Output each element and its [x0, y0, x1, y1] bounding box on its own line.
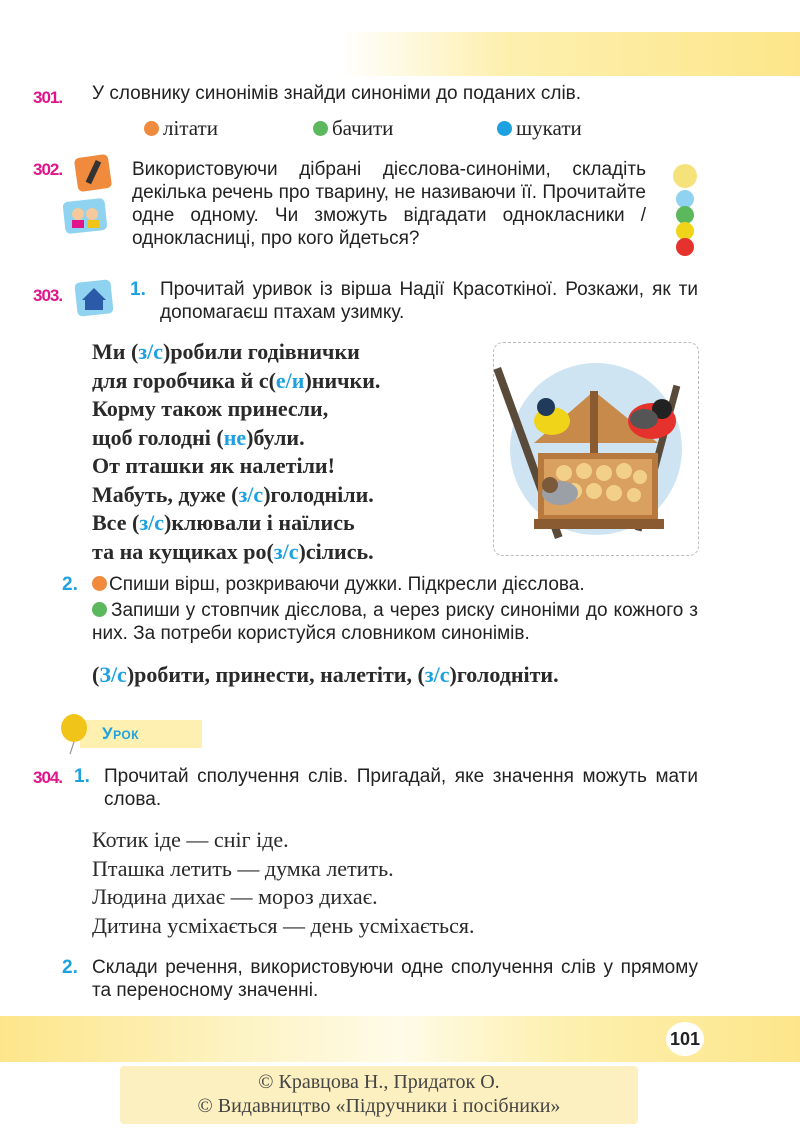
phrase-line: Пташка летить — думка летить. — [92, 855, 394, 881]
lesson-label: Урок — [102, 724, 140, 743]
lesson-banner — [80, 720, 202, 748]
illustration-frame — [493, 342, 699, 556]
exercise-303-step2-number: 2. — [62, 574, 78, 595]
green-dot-icon — [92, 602, 107, 617]
pencil-task-icon — [70, 154, 114, 194]
word-item-see: бачити — [313, 116, 393, 141]
exercise-303-number: 303. — [33, 286, 63, 305]
bird-feeder-illustration — [494, 343, 698, 555]
exercise-304-step2-text: Склади речення, використовуючи одне сполучення слів у прямому та переносному значенні. — [92, 957, 698, 1001]
exercise-304-step1-number: 1. — [74, 766, 90, 787]
phrase-line: Котик іде — сніг іде. — [92, 827, 289, 852]
orange-dot-icon — [144, 121, 159, 136]
exercise-304-number: 304. — [33, 768, 63, 787]
exercise-304-step1-text: Прочитай сполучення слів. Пригадай, яке значення можуть мати слова. — [104, 766, 698, 810]
exercise-304-step2-number: 2. — [62, 957, 78, 978]
orange-dot-icon — [92, 576, 107, 591]
poem-line: Корму також принесли, — [92, 396, 329, 421]
verbs-list: (З/с)робити, принести, налетіти, (з/с)голодніти. — [92, 662, 559, 687]
poem-line: Ми (з/с)робили годівнички — [92, 339, 360, 364]
copyright-publisher: © Видавництво «Підручники і посібники» — [197, 1095, 561, 1117]
poem-line: От пташки як налетіли! — [92, 453, 335, 478]
word-item-fly: літати — [144, 116, 218, 141]
poem-line: Мабуть, дуже (з/с)голодніли. — [92, 481, 374, 507]
poem-line: та на кущиках ро(з/с)сілись. — [92, 538, 374, 564]
poem — [92, 338, 380, 566]
phrase-line: Дитина усміхається — день усміхається. — [92, 912, 475, 938]
phrases-list — [92, 826, 474, 940]
caterpillar-icon — [673, 160, 699, 260]
exercise-302-number: 302. — [33, 160, 63, 179]
copyright-authors: © Кравцова Н., Придаток О. — [258, 1071, 500, 1093]
exercise-301-number: 301. — [33, 88, 63, 107]
poem-line: для горобчика й с(е/и)нички. — [92, 367, 381, 393]
balloon-icon — [56, 712, 92, 756]
blue-dot-icon — [497, 121, 512, 136]
exercise-303-step1-text: Прочитай уривок із вірша Надії Красоткіної. Розкажи, як ти допомагаєш птахам узимку. — [160, 279, 698, 323]
header-band — [340, 32, 800, 76]
exercise-303-step2-line2: Запиши у стовпчик дієслова, а через риску синоніми до кожного з них. За потреби користуйся словником синонімів. — [92, 600, 698, 644]
page-number: 101 — [666, 1022, 704, 1056]
exercise-302-text: Використовуючи дібрані дієслова-синоніми, складіть декілька речень про тварину, не називаючи її. Прочитайте одне одному. Чи зможуть відгадати однокласники / однокласниці, про кого йдеться? — [132, 159, 646, 249]
copyright-box — [120, 1066, 638, 1124]
house-task-icon — [72, 278, 116, 318]
green-dot-icon — [313, 121, 328, 136]
pair-work-icon — [60, 196, 110, 238]
poem-line: щоб голодні (не)були. — [92, 424, 305, 450]
exercise-301-text: У словнику синонімів знайди синоніми до поданих слів. — [92, 83, 582, 104]
poem-line: Все (з/с)клювали і наїлись — [92, 510, 355, 535]
phrase-line: Людина дихає — мороз дихає. — [92, 884, 378, 909]
exercise-303-step2-line1: Спиши вірш, розкриваючи дужки. Підкресли дієслова. — [92, 573, 585, 596]
word-item-search: шукати — [497, 116, 582, 141]
exercise-303-step1-number: 1. — [130, 279, 146, 300]
